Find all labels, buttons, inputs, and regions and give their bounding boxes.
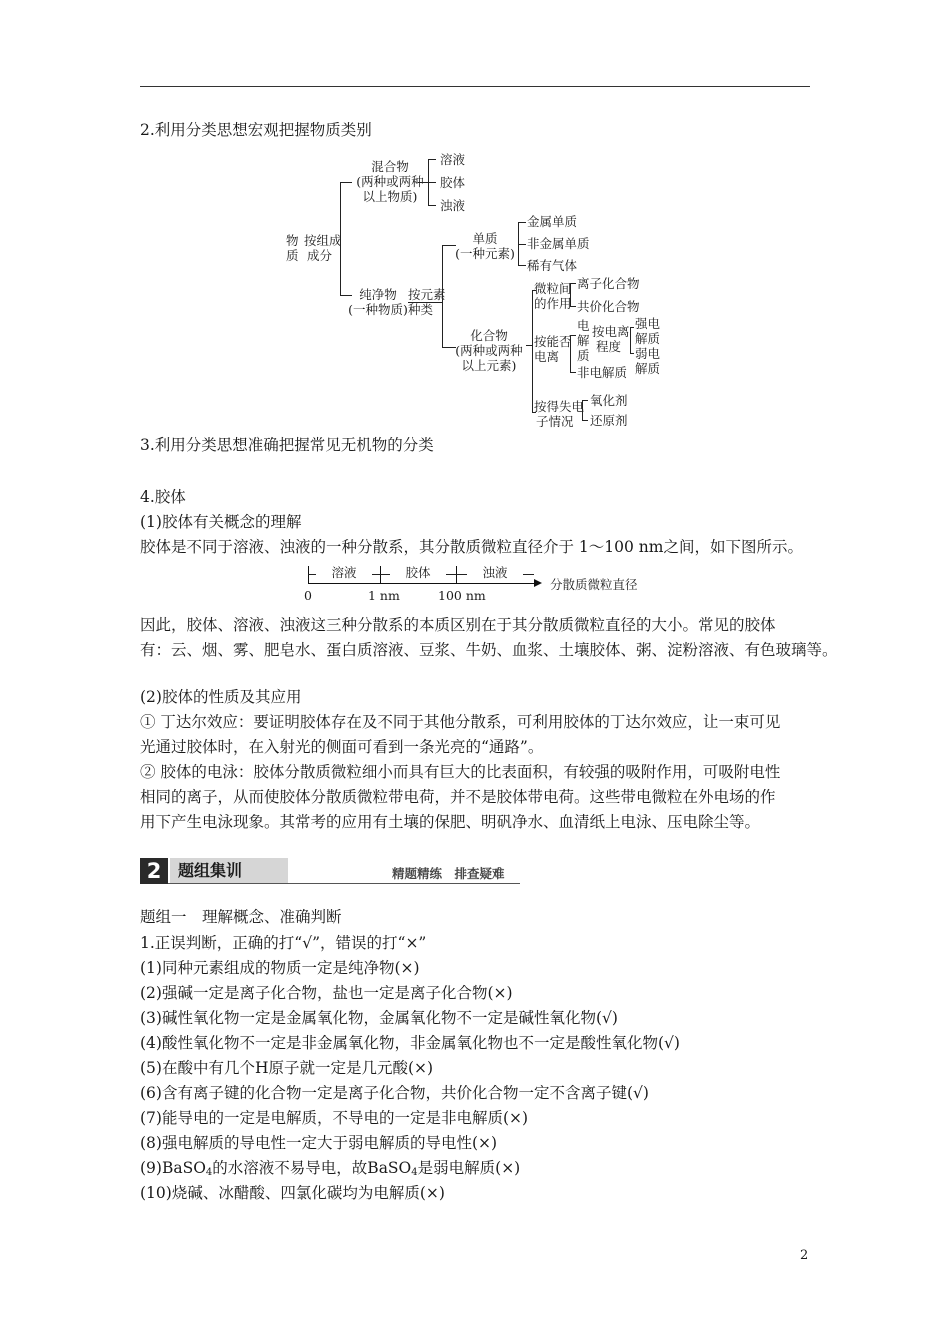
electron-item: 还原剂 [590,413,628,428]
element-item: 金属单质 [527,214,578,229]
mixture-item: 胶体 [440,175,466,190]
judgement-item: (3)碱性氧化物一定是金属氧化物，金属氧化物不一定是碱性氧化物(√) [140,1009,618,1027]
pure-node: 纯净物 (一种物质) [348,287,408,317]
banner-number: 2 [140,858,168,884]
ionization-degree: 按电离 程度 [592,324,630,354]
axis-tick-label: 100 nm [438,588,486,603]
section-banner [140,858,520,884]
banner-title: 题组集训 [170,858,288,884]
non-electrolyte: 非电解质 [577,365,628,380]
tyndall-line: ① 丁达尔效应：要证明胶体存在及不同于其他分散系，可利用胶体的丁达尔效应，让一束可见 [140,713,781,731]
section-4-subtitle-2: (2)胶体的性质及其应用 [140,688,302,706]
page-number: 2 [800,1248,809,1263]
judgement-item: (5)在酸中有几个H原子就一定是几元酸(×) [140,1059,434,1077]
judgement-item: (6)含有离子键的化合物一定是离子化合物，共价化合物一定不含离子键(√) [140,1084,649,1102]
compound-node: 化合物 (两种或两种 以上元素) [455,328,523,373]
element-item: 稀有气体 [527,258,578,273]
judgement-item: (8)强电解质的导电性一定大于弱电解质的导电性(×) [140,1134,498,1152]
particle-size-axis [0,0,950,620]
electrophoresis-line: 用下产生电泳现象。其常考的应用有土壤的保肥、明矾净水、血清纸上电泳、压电除尘等。 [140,813,761,831]
judgement-item: (1)同种元素组成的物质一定是纯净物(×) [140,959,420,977]
axis-tick-label: 1 nm [368,588,400,603]
tyndall-line: 光通过胶体时，在入射光的侧面可看到一条光亮的“通路”。 [140,738,544,756]
particle-item: 共价化合物 [577,299,640,314]
element-node: 单质 (一种元素) [455,231,515,261]
banner-subtitle: 精题精练 排查疑难 [392,866,505,881]
question-stem: 1.正误判断，正确的打“√”，错误的打“×” [140,934,427,952]
mixture-item: 溶液 [440,152,466,167]
group-title: 题组一 理解概念、准确判断 [140,908,342,926]
banner-rule [168,883,520,884]
section-4-title: 4.胶体 [140,488,186,506]
electrophoresis-line: ② 胶体的电泳：胶体分散质微粒细小而具有巨大的比表面积，有较强的吸附作用，可吸附电性 [140,763,781,781]
section-4-subtitle-1: (1)胶体有关概念的理解 [140,513,302,531]
element-item: 非金属单质 [527,236,590,251]
pure-criteria: 按元素 种类 [408,287,446,317]
axis-segment-suspension: 浊液 [467,565,523,580]
root-criteria: 按组成 成分 [304,233,342,263]
judgement-item: (10)烧碱、冰醋酸、四氯化碳均为电解质(×) [140,1184,445,1202]
axis-tick-label: 0 [304,588,312,603]
judgement-item: (2)强碱一定是离子化合物，盐也一定是离子化合物(×) [140,984,513,1002]
particle-item: 离子化合物 [577,276,640,291]
mixture-item: 浊液 [440,198,466,213]
colloid-definition: 胶体是不同于溶液、浊液的一种分散系，其分散质微粒直径介于 1～100 nm之间，如下图所示。 [140,538,803,556]
axis-label: 分散质微粒直径 [550,577,638,592]
axis-segment-colloid: 胶体 [390,565,446,580]
compound-criteria-ionize: 按能否 电离 [534,334,572,364]
electron-item: 氧化剂 [590,393,628,408]
compound-criteria-electron: 按得失电 子情况 [534,399,585,429]
judgement-item: (7)能导电的一定是电解质，不导电的一定是非电解质(×) [140,1109,529,1127]
axis-segment-solution: 溶液 [316,565,372,580]
weak-electrolyte: 弱电 解质 [635,346,661,376]
section-2-title: 2.利用分类思想宏观把握物质类别 [140,121,372,139]
compound-criteria-particle: 微粒间 的作用 [534,281,572,311]
mixture-node: 混合物 (两种或两种 以上物质) [356,159,424,204]
root-node: 物 质 [286,233,299,263]
judgement-item: (4)酸性氧化物不一定是非金属氧化物，非金属氧化物也不一定是酸性氧化物(√) [140,1034,680,1052]
colloid-paragraph-line: 有：云、烟、雾、肥皂水、蛋白质溶液、豆浆、牛奶、血浆、土壤胶体、粥、淀粉溶液、有色玻璃等。 [140,641,838,659]
electrolyte-node: 电 解 质 [577,318,590,363]
section-3-title: 3.利用分类思想准确把握常见无机物的分类 [140,436,434,454]
electrophoresis-line: 相同的离子，从而使胶体分散质微粒带电荷，并不是胶体带电荷。这些带电微粒在外电场的作 [140,788,776,806]
judgement-item: (9)BaSO$_4$的水溶液不易导电，故BaSO$_4$是弱电解质(×) [140,1159,521,1178]
colloid-paragraph-line: 因此，胶体、溶液、浊液这三种分散系的本质区别在于其分散质微粒直径的大小。常见的胶体 [140,616,776,634]
strong-electrolyte: 强电 解质 [635,316,661,346]
